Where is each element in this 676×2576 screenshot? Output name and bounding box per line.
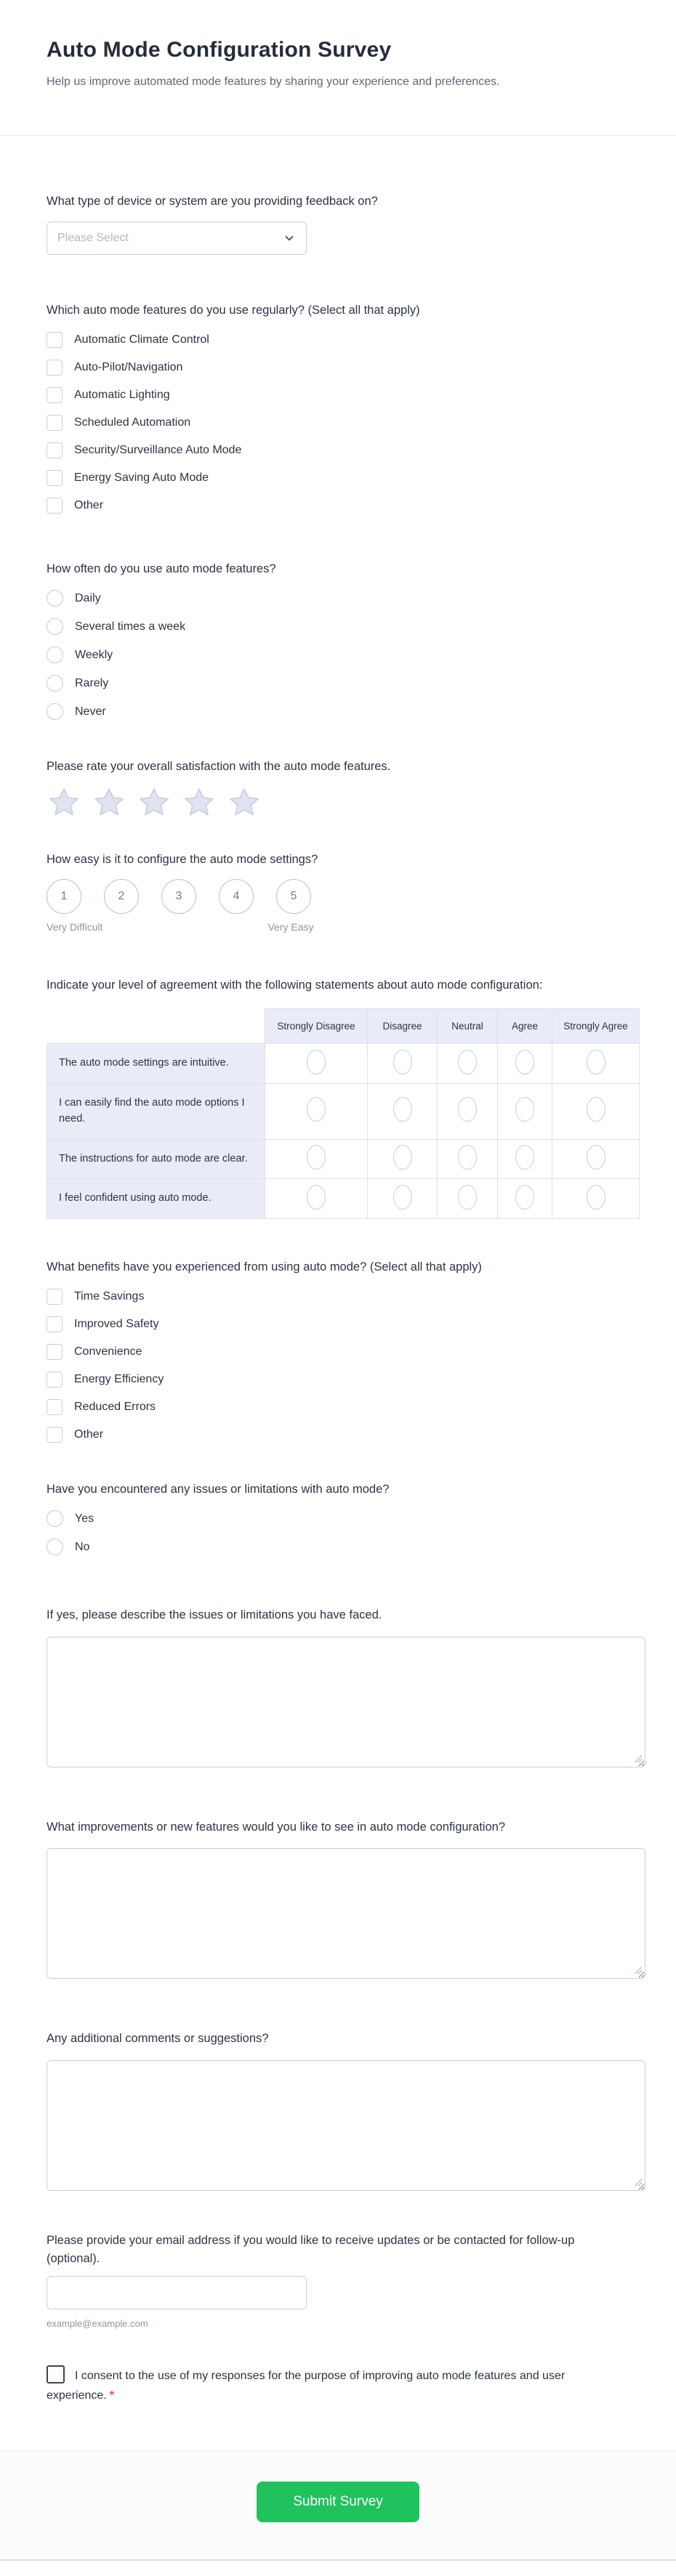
option-label: Time Savings xyxy=(74,1289,145,1303)
matrix-cell xyxy=(438,1139,498,1179)
checkbox-option[interactable] xyxy=(47,332,645,348)
checkbox-group-features xyxy=(47,332,645,514)
radio-option[interactable] xyxy=(47,647,645,663)
question-label: How easy is it to configure the auto mode settings? xyxy=(47,852,318,866)
star-icon[interactable] xyxy=(47,785,81,820)
checkbox[interactable] xyxy=(47,332,63,348)
checkbox-option[interactable] xyxy=(47,1344,645,1360)
radio-option[interactable] xyxy=(47,1539,645,1555)
consent-label: I consent to the use of my responses for the purpose of improving auto mode features and user experience. xyxy=(47,2370,566,2402)
checkbox-option[interactable] xyxy=(47,1427,645,1443)
question-agreement xyxy=(47,976,645,1219)
matrix-radio-button[interactable] xyxy=(307,1185,326,1210)
consent-option[interactable] xyxy=(47,2365,584,2405)
checkbox[interactable] xyxy=(47,1399,63,1415)
option-label: Auto-Pilot/Navigation xyxy=(74,360,183,373)
scale-option[interactable]: 5 xyxy=(276,879,311,914)
option-label: Energy Efficiency xyxy=(74,1372,164,1385)
radio-option[interactable] xyxy=(47,703,645,720)
question-ease xyxy=(47,851,645,939)
matrix-cell xyxy=(368,1084,438,1140)
email-sublabel: example@example.com xyxy=(47,2318,148,2330)
matrix-radio-button[interactable] xyxy=(307,1097,326,1122)
matrix-radio-button[interactable] xyxy=(515,1145,534,1170)
checkbox[interactable] xyxy=(47,1372,63,1388)
matrix-cell xyxy=(552,1139,640,1179)
question-label: Please rate your overall satisfaction with the auto mode features. xyxy=(47,760,391,774)
matrix-cell xyxy=(368,1044,438,1084)
checkbox-option[interactable] xyxy=(47,442,645,458)
radio-option[interactable] xyxy=(47,590,645,607)
consent-checkbox[interactable] xyxy=(47,2365,65,2383)
option-label: Improved Safety xyxy=(74,1317,159,1330)
matrix-radio-button[interactable] xyxy=(393,1097,412,1122)
matrix-cell xyxy=(498,1179,552,1219)
agreement-matrix xyxy=(47,1008,640,1219)
star-icon[interactable] xyxy=(227,785,262,820)
matrix-radio-button[interactable] xyxy=(458,1185,477,1210)
checkbox-option[interactable] xyxy=(47,1399,645,1415)
question-email xyxy=(47,2232,645,2329)
checkbox[interactable] xyxy=(47,1316,63,1332)
checkbox-option[interactable] xyxy=(47,1316,645,1332)
scale-min-label: Very Difficult xyxy=(47,921,103,933)
matrix-row xyxy=(47,1139,640,1179)
checkbox[interactable] xyxy=(47,1289,63,1305)
select-placeholder: Please Select xyxy=(57,231,129,244)
option-label: Weekly xyxy=(75,648,113,661)
matrix-radio-button[interactable] xyxy=(458,1050,477,1074)
scale-options xyxy=(47,879,645,914)
question-label: Have you encountered any issues or limitations with auto mode? xyxy=(47,1482,390,1496)
form-body xyxy=(0,136,676,2405)
checkbox-option[interactable] xyxy=(47,470,645,486)
matrix-cell xyxy=(368,1179,438,1219)
radio-button[interactable] xyxy=(47,1539,63,1555)
checkbox[interactable] xyxy=(47,387,63,403)
checkbox[interactable] xyxy=(47,360,63,376)
submit-button[interactable]: Submit Survey xyxy=(257,2482,419,2522)
email-field[interactable] xyxy=(47,2276,307,2309)
question-label: What improvements or new features would you like to see in auto mode configuration? xyxy=(47,1820,506,1834)
checkbox-option[interactable] xyxy=(47,415,645,431)
question-issues-describe xyxy=(47,1606,645,1767)
checkbox-option[interactable] xyxy=(47,1372,645,1388)
matrix-cell xyxy=(498,1084,552,1140)
question-label: How often do you use auto mode features? xyxy=(47,562,276,575)
question-label: What benefits have you experienced from using auto mode? (Select all that apply) xyxy=(47,1260,482,1274)
page-title: Auto Mode Configuration Survey xyxy=(47,38,392,62)
radio-button[interactable] xyxy=(47,590,63,607)
question-comments xyxy=(47,2030,645,2191)
matrix-row xyxy=(47,1179,640,1219)
question-benefits xyxy=(47,1258,645,1443)
radio-button[interactable] xyxy=(47,675,63,692)
option-label: Reduced Errors xyxy=(74,1400,156,1413)
option-label: Automatic Climate Control xyxy=(74,333,209,346)
matrix-row-label: I feel confident using auto mode. xyxy=(47,1179,265,1219)
matrix-radio-button[interactable] xyxy=(587,1145,605,1170)
question-label: What type of device or system are you providing feedback on? xyxy=(47,195,378,208)
matrix-cell xyxy=(498,1044,552,1084)
scale-option[interactable]: 2 xyxy=(104,879,139,914)
scale-option[interactable]: 1 xyxy=(47,879,81,914)
option-label: Other xyxy=(74,498,104,511)
matrix-cell xyxy=(552,1044,640,1084)
radio-button[interactable] xyxy=(47,703,63,720)
matrix-cell xyxy=(438,1084,498,1140)
checkbox[interactable] xyxy=(47,442,63,458)
scale-option[interactable]: 4 xyxy=(219,879,254,914)
star-rating xyxy=(47,785,645,820)
option-label: Daily xyxy=(75,591,101,604)
scale-max-label: Very Easy xyxy=(267,921,314,933)
matrix-radio-button[interactable] xyxy=(307,1050,326,1074)
star-icon[interactable] xyxy=(137,785,172,820)
matrix-cell xyxy=(265,1139,368,1179)
scale-option[interactable]: 3 xyxy=(161,879,196,914)
matrix-row-label: I can easily find the auto mode options I need. xyxy=(47,1084,265,1140)
question-label: Which auto mode features do you use regularly? (Select all that apply) xyxy=(47,303,420,317)
radio-option[interactable] xyxy=(47,618,645,635)
matrix-cell xyxy=(265,1044,368,1084)
question-improvements xyxy=(47,1818,645,1980)
question-label: Any additional comments or suggestions? xyxy=(47,2032,269,2046)
star-icon[interactable] xyxy=(182,785,217,820)
radio-button[interactable] xyxy=(47,647,63,663)
matrix-radio-button[interactable] xyxy=(515,1185,534,1210)
matrix-cell xyxy=(498,1139,552,1179)
matrix-cell xyxy=(265,1084,368,1140)
matrix-row-label: The auto mode settings are intuitive. xyxy=(47,1044,265,1084)
matrix-radio-button[interactable] xyxy=(458,1097,477,1122)
matrix-column-header: Neutral xyxy=(438,1008,498,1044)
checkbox-option[interactable] xyxy=(47,360,645,376)
option-label: Energy Saving Auto Mode xyxy=(74,471,209,484)
radio-group-issues xyxy=(47,1510,645,1555)
form-header xyxy=(0,0,676,135)
option-label: Security/Surveillance Auto Mode xyxy=(74,443,242,456)
option-label: Rarely xyxy=(75,676,109,689)
question-label: If yes, please describe the issues or limitations you have faced. xyxy=(47,1608,382,1622)
radio-option[interactable] xyxy=(47,675,645,692)
matrix-radio-button[interactable] xyxy=(393,1185,412,1210)
matrix-radio-button[interactable] xyxy=(515,1050,534,1074)
checkbox[interactable] xyxy=(47,1427,63,1443)
question-label: Please provide your email address if you would like to receive updates or be contacted for follow-up (optional). xyxy=(47,2233,575,2266)
star-icon[interactable] xyxy=(92,785,126,820)
matrix-cell xyxy=(265,1179,368,1219)
matrix-column-header: Strongly Agree xyxy=(552,1008,640,1044)
matrix-row-label: The instructions for auto mode are clear. xyxy=(47,1139,265,1179)
checkbox-option[interactable] xyxy=(47,1289,645,1305)
form-footer xyxy=(0,2450,676,2559)
matrix-radio-button[interactable] xyxy=(515,1097,534,1122)
matrix-column-header: Strongly Disagree xyxy=(265,1008,368,1044)
chevron-down-icon xyxy=(283,232,296,245)
matrix-cell xyxy=(368,1139,438,1179)
checkbox-group-benefits xyxy=(47,1289,645,1443)
matrix-cell xyxy=(552,1179,640,1219)
option-label: Several times a week xyxy=(75,620,186,633)
matrix-cell xyxy=(552,1084,640,1140)
radio-button[interactable] xyxy=(47,1510,63,1527)
question-device-type xyxy=(47,193,645,255)
matrix-column-header: Disagree xyxy=(368,1008,438,1044)
matrix-column-header: Agree xyxy=(498,1008,552,1044)
question-frequency xyxy=(47,560,645,721)
improvements-textarea[interactable] xyxy=(47,1848,645,1979)
checkbox[interactable] xyxy=(47,415,63,431)
matrix-radio-button[interactable] xyxy=(307,1145,326,1170)
matrix-cell xyxy=(438,1044,498,1084)
option-label: Other xyxy=(74,1427,104,1441)
device-type-select[interactable] xyxy=(47,222,307,255)
scale-rating xyxy=(47,879,645,939)
option-label: Scheduled Automation xyxy=(74,416,191,429)
checkbox[interactable] xyxy=(47,470,63,486)
question-features xyxy=(47,301,645,514)
radio-button[interactable] xyxy=(47,618,63,635)
option-label: Yes xyxy=(75,1512,94,1525)
matrix-radio-button[interactable] xyxy=(587,1097,605,1122)
checkbox-option[interactable] xyxy=(47,498,645,514)
matrix-corner xyxy=(47,1008,265,1044)
matrix-radio-button[interactable] xyxy=(458,1145,477,1170)
question-label: Indicate your level of agreement with the following statements about auto mode configuration: xyxy=(47,979,543,992)
matrix-radio-button[interactable] xyxy=(393,1145,412,1170)
checkbox[interactable] xyxy=(47,1344,63,1360)
question-satisfaction xyxy=(47,758,645,820)
matrix-radio-button[interactable] xyxy=(587,1185,605,1210)
option-label: Automatic Lighting xyxy=(74,388,170,401)
page-subtitle: Help us improve automated mode features by sharing your experience and preferences. xyxy=(47,76,500,88)
question-consent xyxy=(47,2365,645,2405)
required-asterisk: * xyxy=(109,2389,114,2402)
matrix-radio-button[interactable] xyxy=(393,1050,412,1074)
issues-describe-textarea[interactable] xyxy=(47,1637,645,1767)
question-issues xyxy=(47,1481,645,1556)
option-label: No xyxy=(75,1540,90,1553)
matrix-row xyxy=(47,1044,640,1084)
checkbox[interactable] xyxy=(47,498,63,514)
checkbox-option[interactable] xyxy=(47,387,645,403)
option-label: Never xyxy=(75,705,106,718)
option-label: Convenience xyxy=(74,1345,142,1358)
radio-group-frequency xyxy=(47,590,645,720)
comments-textarea[interactable] xyxy=(47,2060,645,2191)
matrix-radio-button[interactable] xyxy=(587,1050,605,1074)
matrix-row xyxy=(47,1084,640,1140)
radio-option[interactable] xyxy=(47,1510,645,1527)
matrix-cell xyxy=(438,1179,498,1219)
